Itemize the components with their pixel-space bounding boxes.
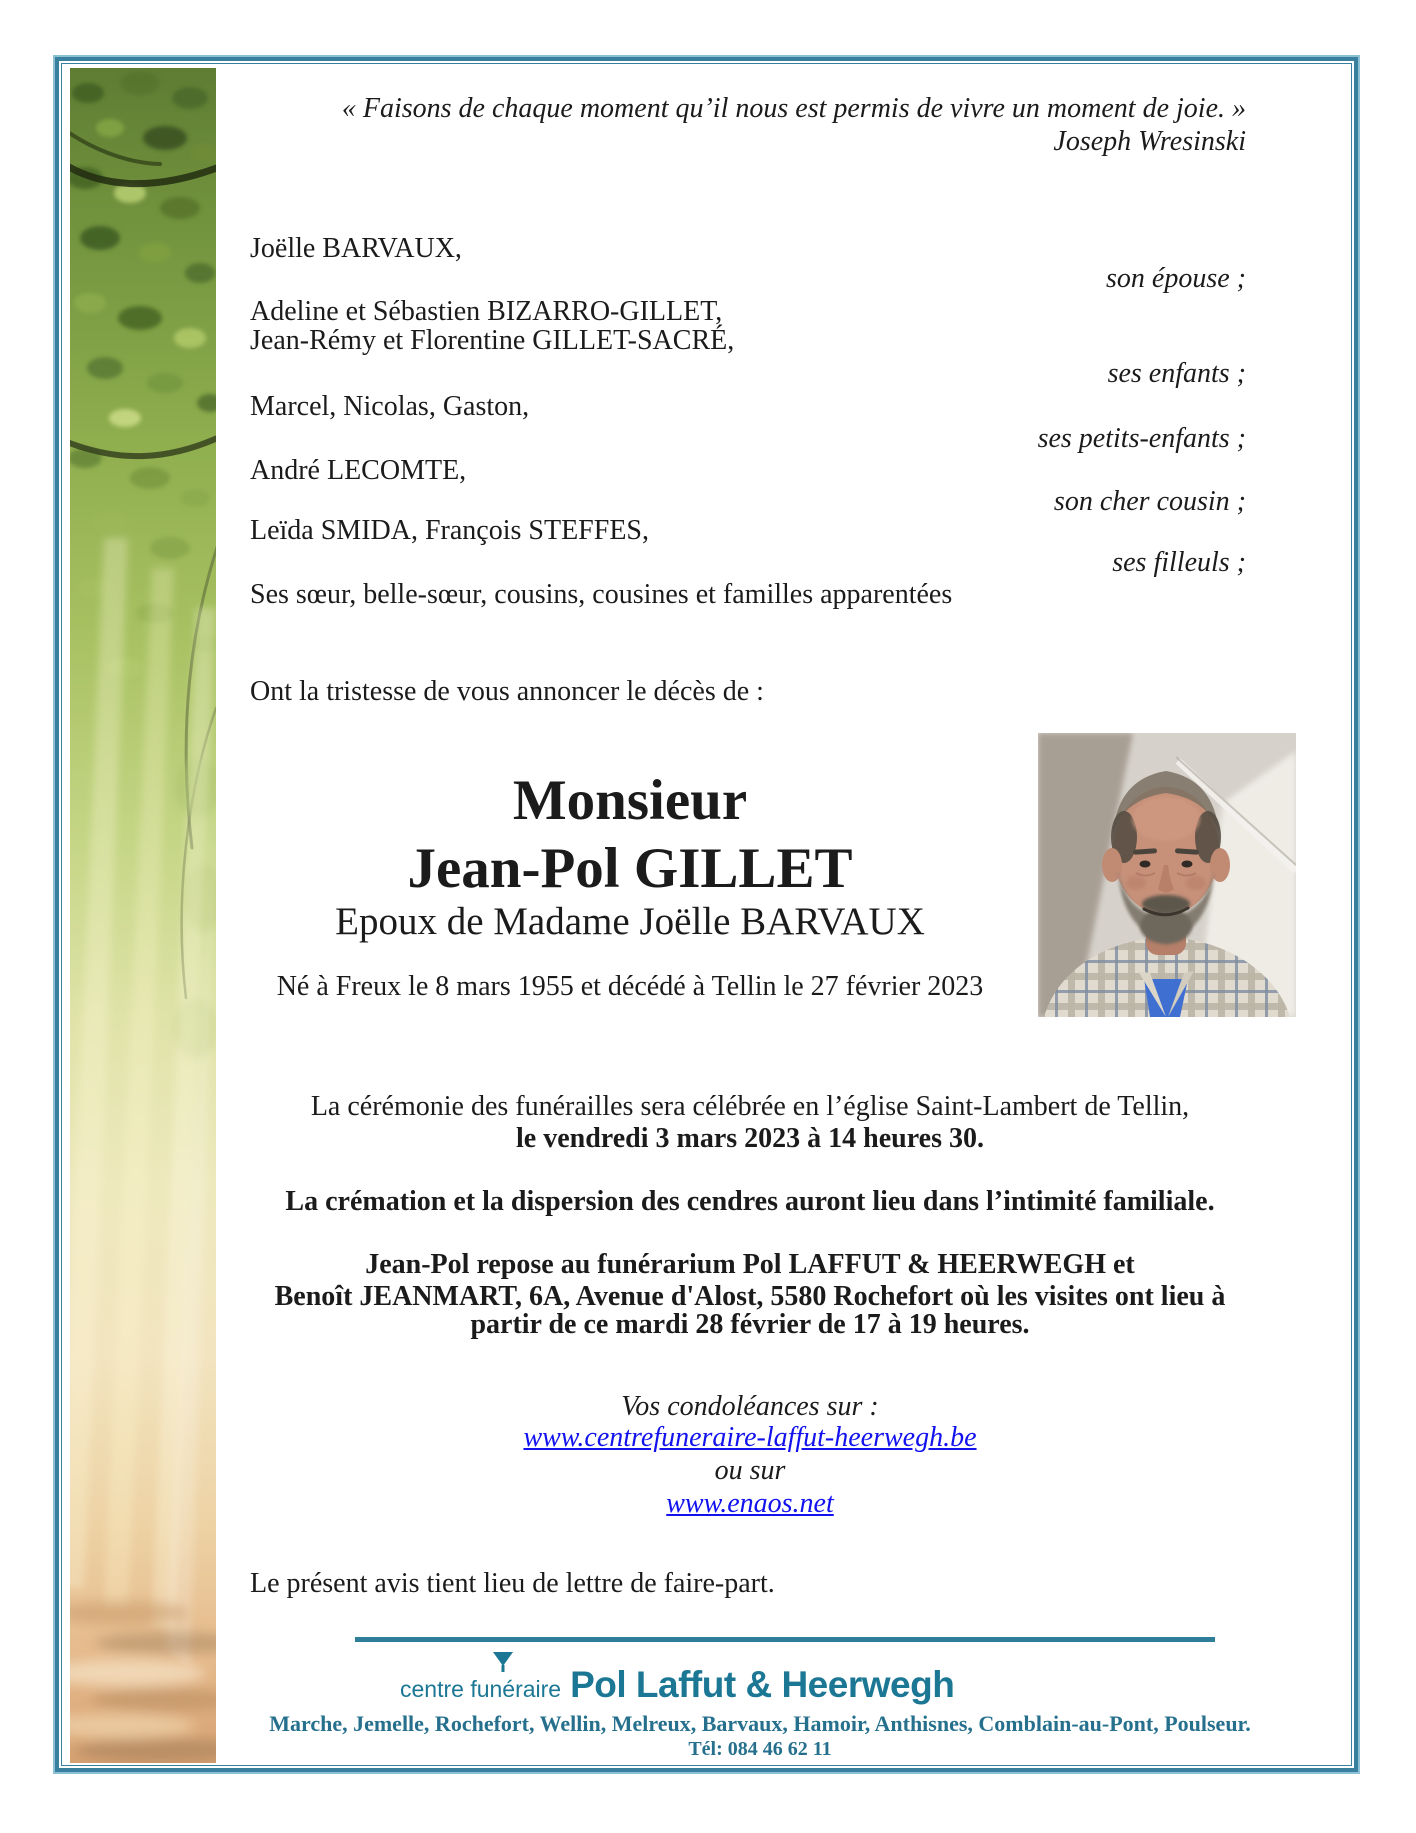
condolences-link1-line <box>208 1422 1292 1454</box>
family-name-line: Jean-Rémy et Florentine GILLET-SACRÉ, <box>250 325 735 356</box>
family-name-line: Marcel, Nicolas, Gaston, <box>250 391 530 422</box>
funeral-home-logo <box>400 1664 954 1706</box>
family-name-line: Joëlle BARVAUX, <box>250 233 462 264</box>
relation-label: son épouse ; <box>1106 263 1246 294</box>
funeral-home-phone: Tél: 084 46 62 11 <box>688 1738 832 1760</box>
relation-label: ses enfants ; <box>1107 358 1246 389</box>
deceased-subtitle: Epoux de Madame Joëlle BARVAUX <box>335 900 925 943</box>
forest-path-image <box>70 68 216 1763</box>
relation-label: son cher cousin ; <box>1053 486 1246 517</box>
quote-block <box>246 92 1246 158</box>
deceased-title: Monsieur <box>512 769 748 832</box>
family-name-line: Ses sœur, belle-sœur, cousins, cousines et familles apparentées <box>250 579 953 610</box>
ceremony-line1: La cérémonie des funérailles sera célébrée en l’église Saint-Lambert de Tellin, <box>310 1091 1190 1122</box>
condolences-middle: ou sur <box>714 1455 786 1486</box>
funeral-home-brand-name: Pol Laffut & Heerwegh <box>570 1664 955 1705</box>
faire-part-notice: Le présent avis tient lieu de lettre de faire-part. <box>250 1568 775 1599</box>
quote-author: Joseph Wresinski <box>1053 126 1246 157</box>
condolences-link2-line <box>208 1488 1292 1520</box>
funeral-home-locations: Marche, Jemelle, Rochefort, Wellin, Melreux, Barvaux, Hamoir, Anthisnes, Comblain-au-Pont, Poulseur. <box>269 1711 1251 1736</box>
condolences-link1[interactable]: www.centrefuneraire-laffut-heerwegh.be <box>523 1422 977 1453</box>
funeral-home-brand-small: centre funéraire <box>400 1676 562 1702</box>
family-name-line: André LECOMTE, <box>250 455 467 486</box>
repose-line3: partir de ce mardi 28 février de 17 à 19 heures. <box>470 1309 1030 1340</box>
relation-label: ses petits-enfants ; <box>1037 423 1246 454</box>
relation-label: ses filleuls ; <box>1112 547 1246 578</box>
family-name-line: Leïda SMIDA, François STEFFES, <box>250 515 649 546</box>
cremation-line: La crémation et la dispersion des cendres auront lieu dans l’intimité familiale. <box>285 1186 1215 1217</box>
repose-line1: Jean-Pol repose au funérarium Pol LAFFUT & HEERWEGH et <box>365 1249 1135 1280</box>
repose-line2: Benoît JEANMART, 6A, Avenue d'Alost, 5580 Rochefort où les visites ont lieu à <box>274 1281 1226 1312</box>
ceremony-line2: le vendredi 3 mars 2023 à 14 heures 30. <box>516 1123 984 1154</box>
footer-divider-rule <box>355 1637 1215 1642</box>
deceased-name: Jean-Pol GILLET <box>407 837 853 900</box>
deceased-life-dates: Né à Freux le 8 mars 1955 et décédé à Tellin le 27 février 2023 <box>276 971 984 1002</box>
family-name-line: Adeline et Sébastien BIZARRO-GILLET, <box>250 296 723 327</box>
quote-text: « Faisons de chaque moment qu’il nous est permis de vivre un moment de joie. » <box>341 93 1246 124</box>
announcement-line: Ont la tristesse de vous annoncer le décès de : <box>250 676 764 707</box>
condolences-link2[interactable]: www.enaos.net <box>666 1488 834 1519</box>
deceased-portrait-photo <box>1038 733 1296 1017</box>
condolences-intro: Vos condoléances sur : <box>621 1391 879 1422</box>
